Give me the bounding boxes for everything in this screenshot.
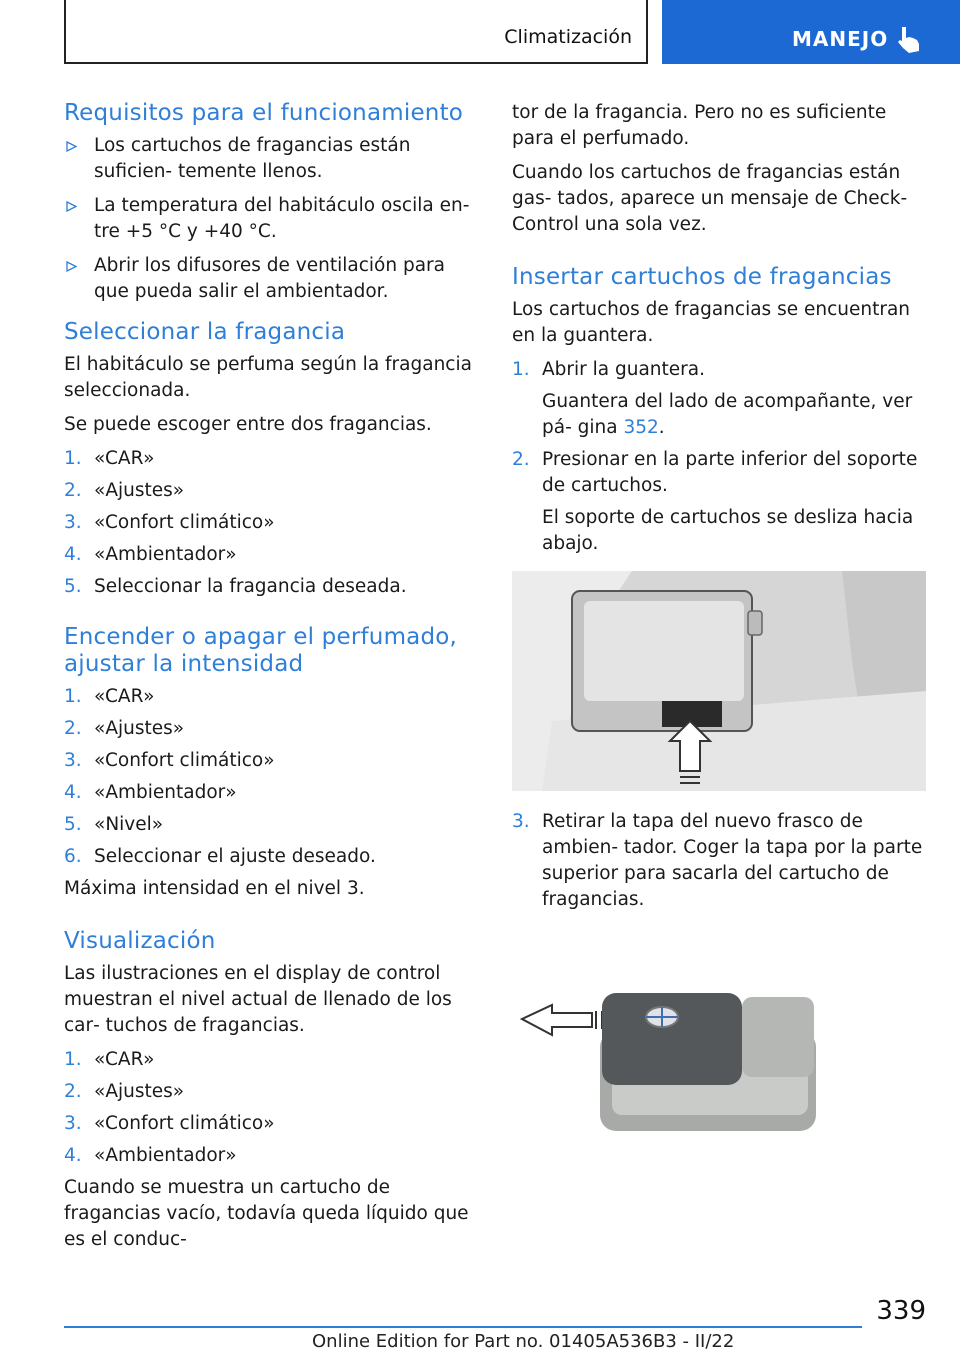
step-subtext: El soporte de cartuchos se desliza hacia abajo. xyxy=(542,507,914,554)
step-text: Abrir la guantera. xyxy=(542,359,705,380)
step-subtext xyxy=(542,389,930,441)
list-item xyxy=(64,133,478,185)
section-title-display: Visualización xyxy=(64,928,216,954)
step-text: «Ajustes» xyxy=(94,1081,185,1102)
step-number: 2. xyxy=(64,1081,82,1102)
insert-steps xyxy=(512,357,930,557)
header-tab-manejo[interactable] xyxy=(662,0,960,64)
list-item-text: Los cartuchos de fragancias están suficien‐ temente llenos. xyxy=(94,135,411,182)
requirements-list xyxy=(64,133,478,305)
step-text: «CAR» xyxy=(94,1049,155,1070)
step-number: 1. xyxy=(512,359,530,380)
header-tab-label: MANEJO xyxy=(792,27,889,51)
section-title-requirements: Requisitos para el funcionamiento xyxy=(64,100,464,126)
step-item xyxy=(64,748,478,774)
paragraph: tor de la fragancia. Pero no es suficiente para el perfumado. xyxy=(512,102,887,149)
select-steps xyxy=(64,446,478,600)
step-item xyxy=(64,780,478,806)
step-text: «Ambientador» xyxy=(94,782,237,803)
header-bar xyxy=(64,0,648,64)
step-text: «Ambientador» xyxy=(94,544,237,565)
step-number: 2. xyxy=(512,449,530,470)
footer-edition: Online Edition for Part no. 01405A536B3 - II/22 xyxy=(312,1331,735,1352)
glovebox-illustration xyxy=(512,571,926,791)
step-item xyxy=(64,510,478,536)
step-text: «CAR» xyxy=(94,448,155,469)
list-item-text: Abrir los difusores de ventilación para que pueda salir el ambientador. xyxy=(94,255,445,302)
step-number: 5. xyxy=(64,814,82,835)
triangle-bullet-icon xyxy=(66,261,77,272)
step-number: 3. xyxy=(64,512,82,533)
glovebox-photo xyxy=(512,571,926,791)
step-number: 4. xyxy=(64,544,82,565)
step-item xyxy=(64,574,478,600)
section-title-insert: Insertar cartuchos de fragancias xyxy=(512,264,892,290)
step-item xyxy=(64,1143,478,1169)
step-item xyxy=(64,684,478,710)
spacer xyxy=(64,606,478,624)
step-text: «CAR» xyxy=(94,686,155,707)
paragraph: Los cartuchos de fragancias se encuentran en la guantera. xyxy=(512,299,911,346)
paragraph: Se puede escoger entre dos fragancias. xyxy=(64,414,432,435)
step-item xyxy=(64,1047,478,1073)
step-number: 3. xyxy=(64,1113,82,1134)
step-text: «Confort climático» xyxy=(94,1113,275,1134)
list-item xyxy=(64,193,478,245)
step-text: Seleccionar el ajuste deseado. xyxy=(94,846,376,867)
list-item xyxy=(64,253,478,305)
cartridge-photo xyxy=(512,953,926,1153)
left-column xyxy=(64,100,478,1261)
paragraph: El habitáculo se perfuma según la fragancia seleccionada. xyxy=(64,354,472,401)
subtext-post: . xyxy=(658,417,665,438)
step-number: 3. xyxy=(64,750,82,771)
step-text: «Confort climático» xyxy=(94,750,275,771)
step-item xyxy=(64,478,478,504)
step-item xyxy=(64,844,478,870)
footer-rule xyxy=(64,1326,862,1328)
triangle-bullet-icon xyxy=(66,141,77,152)
step-number: 4. xyxy=(64,1145,82,1166)
step-number: 2. xyxy=(64,480,82,501)
step-number: 1. xyxy=(64,686,82,707)
step-item xyxy=(512,357,930,441)
step-item xyxy=(512,809,930,913)
step-text: «Nivel» xyxy=(94,814,164,835)
step-text: «Ajustes» xyxy=(94,718,185,739)
paragraph: Cuando los cartuchos de fragancias están gas‐ tados, aparece un mensaje de Check-Control una sola vez. xyxy=(512,162,908,235)
triangle-bullet-icon xyxy=(66,201,77,212)
step-number: 6. xyxy=(64,846,82,867)
step-text: «Ambientador» xyxy=(94,1145,237,1166)
page-link[interactable]: 352 xyxy=(623,417,659,438)
spacer xyxy=(64,910,478,928)
onoff-steps xyxy=(64,684,478,870)
step-text: Seleccionar la fragancia deseada. xyxy=(94,576,407,597)
step-number: 5. xyxy=(64,576,82,597)
page-number: 339 xyxy=(876,1296,926,1326)
insert-steps-continued xyxy=(512,809,930,913)
step-item xyxy=(64,716,478,742)
display-steps xyxy=(64,1047,478,1169)
hand-pointer-icon xyxy=(895,24,923,56)
step-text: Presionar en la parte inferior del soporte de cartuchos. xyxy=(542,449,918,496)
step-number: 3. xyxy=(512,811,530,832)
step-number: 1. xyxy=(64,1049,82,1070)
paragraph: Cuando se muestra un cartucho de fragancias vacío, todavía queda líquido que es el conduc‐ xyxy=(64,1177,469,1250)
section-title-on-off: Encender o apagar el perfumado, ajustar la intensidad xyxy=(64,624,458,677)
subtext-pre: Guantera del lado de acompañante, ver pá‐ gina xyxy=(542,391,913,438)
step-item xyxy=(64,1111,478,1137)
step-number: 1. xyxy=(64,448,82,469)
step-item xyxy=(64,812,478,838)
step-item xyxy=(64,1079,478,1105)
section-title-select-fragrance: Seleccionar la fragancia xyxy=(64,319,346,345)
spacer xyxy=(512,246,930,264)
paragraph: Máxima intensidad en el nivel 3. xyxy=(64,878,365,899)
step-number: 4. xyxy=(64,782,82,803)
step-text: «Confort climático» xyxy=(94,512,275,533)
step-number: 2. xyxy=(64,718,82,739)
step-text: Retirar la tapa del nuevo frasco de ambien‐ tador. Coger la tapa por la parte superior para sacarla del cartucho de fragancias. xyxy=(542,811,923,910)
cartridge-illustration xyxy=(512,953,926,1153)
paragraph: Las ilustraciones en el display de control muestran el nivel actual de llenado de los car‐ tuchos de fragancias. xyxy=(64,963,452,1036)
step-item xyxy=(512,447,930,557)
header-section-title: Climatización xyxy=(504,26,632,48)
list-item-text: La temperatura del habitáculo oscila en‐ tre +5 °C y +40 °C. xyxy=(94,195,470,242)
right-column xyxy=(512,100,930,1153)
step-item xyxy=(64,446,478,472)
step-text: «Ajustes» xyxy=(94,480,185,501)
step-item xyxy=(64,542,478,568)
